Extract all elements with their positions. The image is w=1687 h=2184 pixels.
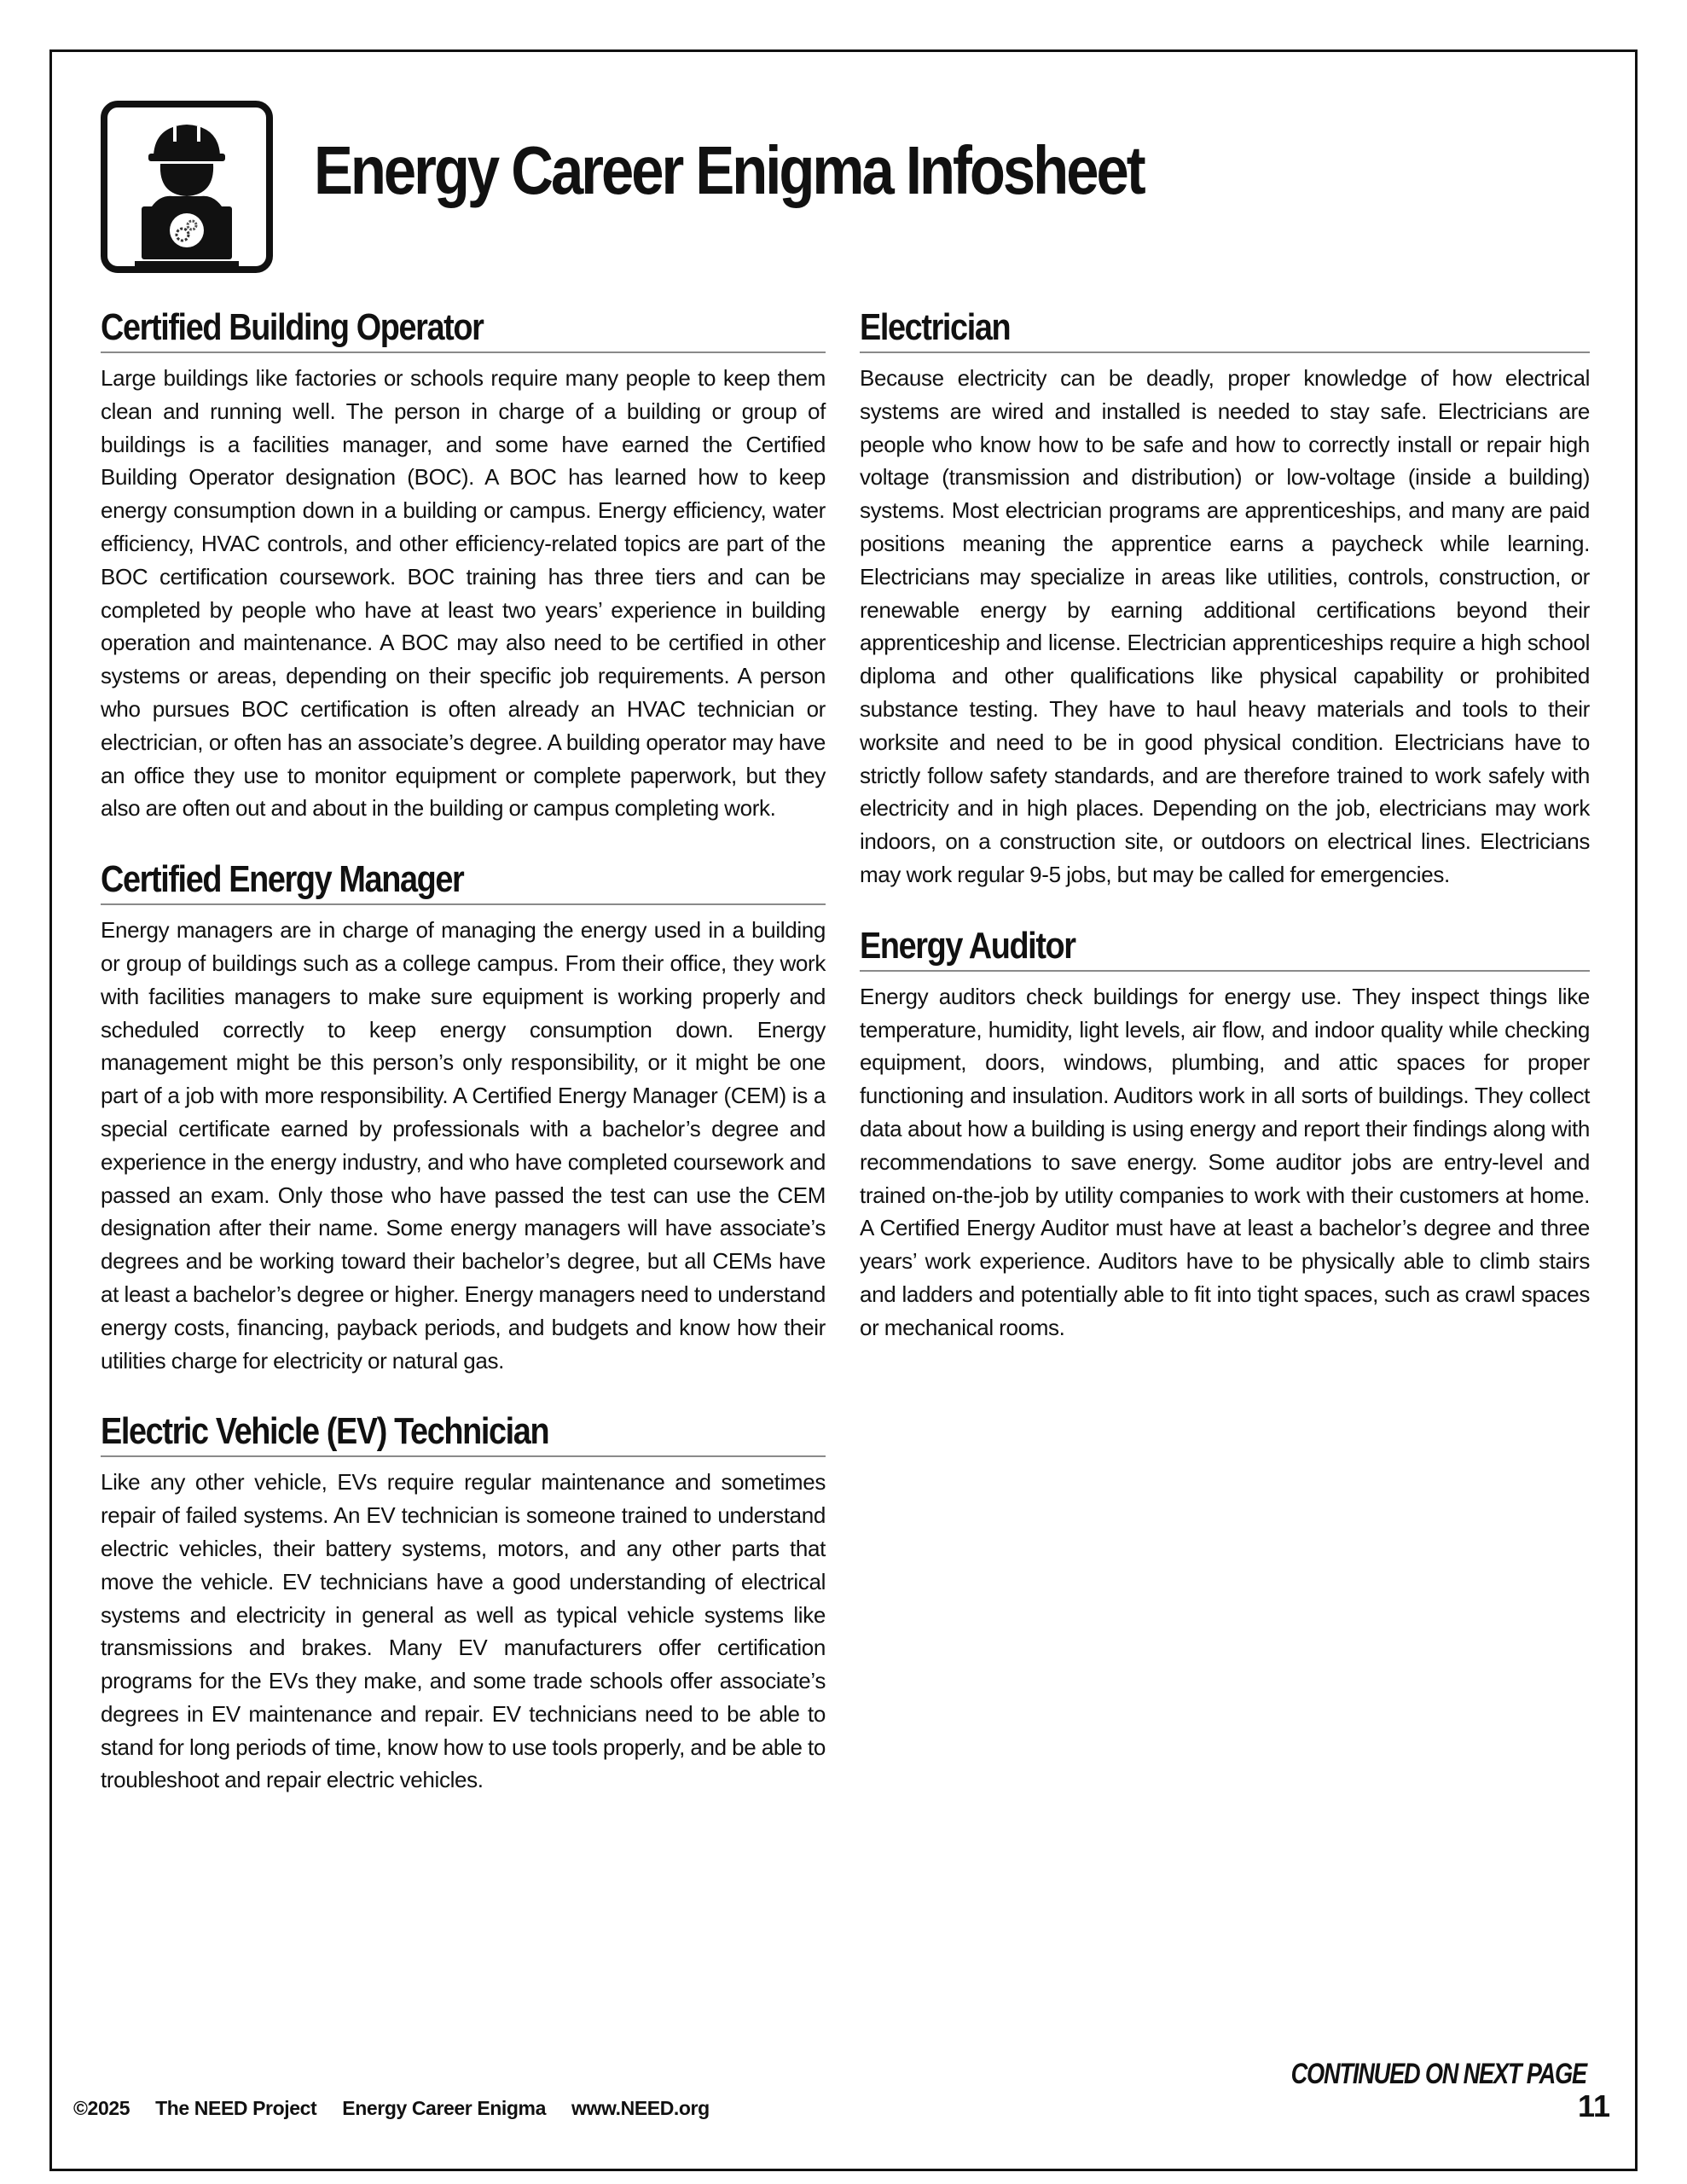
section-certified-building-operator xyxy=(101,305,826,825)
footer-copyright: ©2025 xyxy=(73,2097,130,2119)
heading-divider xyxy=(101,1455,826,1457)
continued-notice: CONTINUED ON NEXT PAGE xyxy=(1290,2058,1586,2090)
section-body: Large buildings like factories or schools require many people to keep them clean and running well. The person in charge of a building or group of buildings is a facilities manager, and some have earned the Certified Building Operator designation (BOC). A BOC has learned how to keep energy consumption down in a building or campus. Energy efficiency, water efficiency, HVAC controls, and other efficiency-related topics are part of the BOC certification coursework. BOC training has three tiers and can be completed by people who have at least two years’ experience in building operation and maintenance. A BOC may also need to be certified in other systems or areas, depending on their specific job requirements. A person who pursues BOC certification is often already an HVAC technician or electrician, or often has an associate’s degree. A building operator may have an office they use to monitor equipment or complete paperwork, but they also are often out and about in the building or campus completing work. xyxy=(101,365,826,822)
section-ev-technician xyxy=(101,1409,826,1797)
left-column xyxy=(101,305,826,1829)
section-energy-auditor xyxy=(860,924,1590,1345)
heading-divider xyxy=(101,903,826,905)
footer xyxy=(73,2097,730,2120)
page-title: Energy Career Enigma Infosheet xyxy=(314,132,1144,208)
section-body: Energy auditors check buildings for energy use. They inspect things like temperature, humidity, light levels, air flow, and indoor quality while checking equipment, doors, windows, plumbing, and attic spaces for proper functioning and insulation. Auditors work in all sorts of buildings. They collect data about how a building is using energy and report their findings along with recommendations to save energy. Some auditor jobs are entry-level and trained on-the-job by utility companies to work with their customers at home. A Certified Energy Auditor must have at least a bachelor’s degree and three years’ work experience. Auditors have to be physically able to climb stairs and ladders and potentially able to fit into tight spaces, such as crawl spaces or mechanical rooms. xyxy=(860,983,1590,1340)
section-heading: Certified Building Operator xyxy=(101,306,484,348)
footer-publication: Energy Career Enigma xyxy=(342,2097,546,2119)
heading-divider xyxy=(860,970,1590,972)
heading-divider xyxy=(860,351,1590,353)
worker-laptop-icon xyxy=(101,101,273,273)
section-heading: Electrician xyxy=(860,306,1011,348)
section-body: Because electricity can be deadly, proper knowledge of how electrical systems are wired and installed is needed to stay safe. Electricians are people who know how to be safe and how to correctly install or repair high voltage (transmission and distribution) or low-voltage (inside a building) systems. Most electrician programs are apprenticeships, and many are paid positions meaning the apprentice earns a paycheck while learning. Electricians may specialize in areas like utilities, controls, construction, or renewable energy by earning additional certifications beyond their apprenticeship and license. Electrician apprenticeships require a high school diploma and other qualifications like physical capability or prohibited substance testing. They have to haul heavy materials and tools to their worksite and need to be in good physical condition. Electricians have to strictly follow safety standards, and are therefore trained to work safely with electricity and in high places. Depending on the job, electricians may work indoors, on a construction site, or outdoors on electrical lines. Electricians may work regular 9-5 jobs, but may be called for emergencies. xyxy=(860,365,1590,887)
heading-divider xyxy=(101,351,826,353)
section-heading: Energy Auditor xyxy=(860,924,1075,967)
page-number: 11 xyxy=(1577,2088,1610,2123)
section-heading: Certified Energy Manager xyxy=(101,858,464,901)
footer-website[interactable]: www.NEED.org xyxy=(571,2097,710,2119)
footer-org: The NEED Project xyxy=(155,2097,317,2119)
right-column xyxy=(860,305,1590,1377)
section-certified-energy-manager xyxy=(101,857,826,1377)
section-body: Like any other vehicle, EVs require regular maintenance and sometimes repair of failed systems. An EV technician is someone trained to understand electric vehicles, their battery systems, motors, and any other parts that move the vehicle. EV technicians have a good understanding of electrical systems and electricity in general as well as typical vehicle systems like transmissions and brakes. Many EV manufacturers offer certification programs for the EVs they make, and some trade schools offer associate’s degrees in EV maintenance and repair. EV technicians need to be able to stand for long periods of time, know how to use tools properly, and be able to troubleshoot and repair electric vehicles. xyxy=(101,1469,826,1793)
section-body: Energy managers are in charge of managing the energy used in a building or group of buildings such as a college campus. From their office, they work with facilities managers to make sure equipment is working properly and scheduled correctly to keep energy consumption down. Energy management might be this person’s only responsibility, or it might be one part of a job with more responsibility. A Certified Energy Manager (CEM) is a special certificate earned by professionals with a bachelor’s degree and experience in the energy industry, and who have completed coursework and passed an exam. Only those who have passed the test can use the CEM designation after their name. Some energy managers will have associate’s degrees and be working toward their bachelor’s degree, but all CEMs have at least a bachelor’s degree or higher. Energy managers need to understand energy costs, financing, payback periods, and budgets and know how their utilities charge for electricity or natural gas. xyxy=(101,917,826,1374)
section-electrician xyxy=(860,305,1590,892)
section-heading: Electric Vehicle (EV) Technician xyxy=(101,1410,549,1453)
